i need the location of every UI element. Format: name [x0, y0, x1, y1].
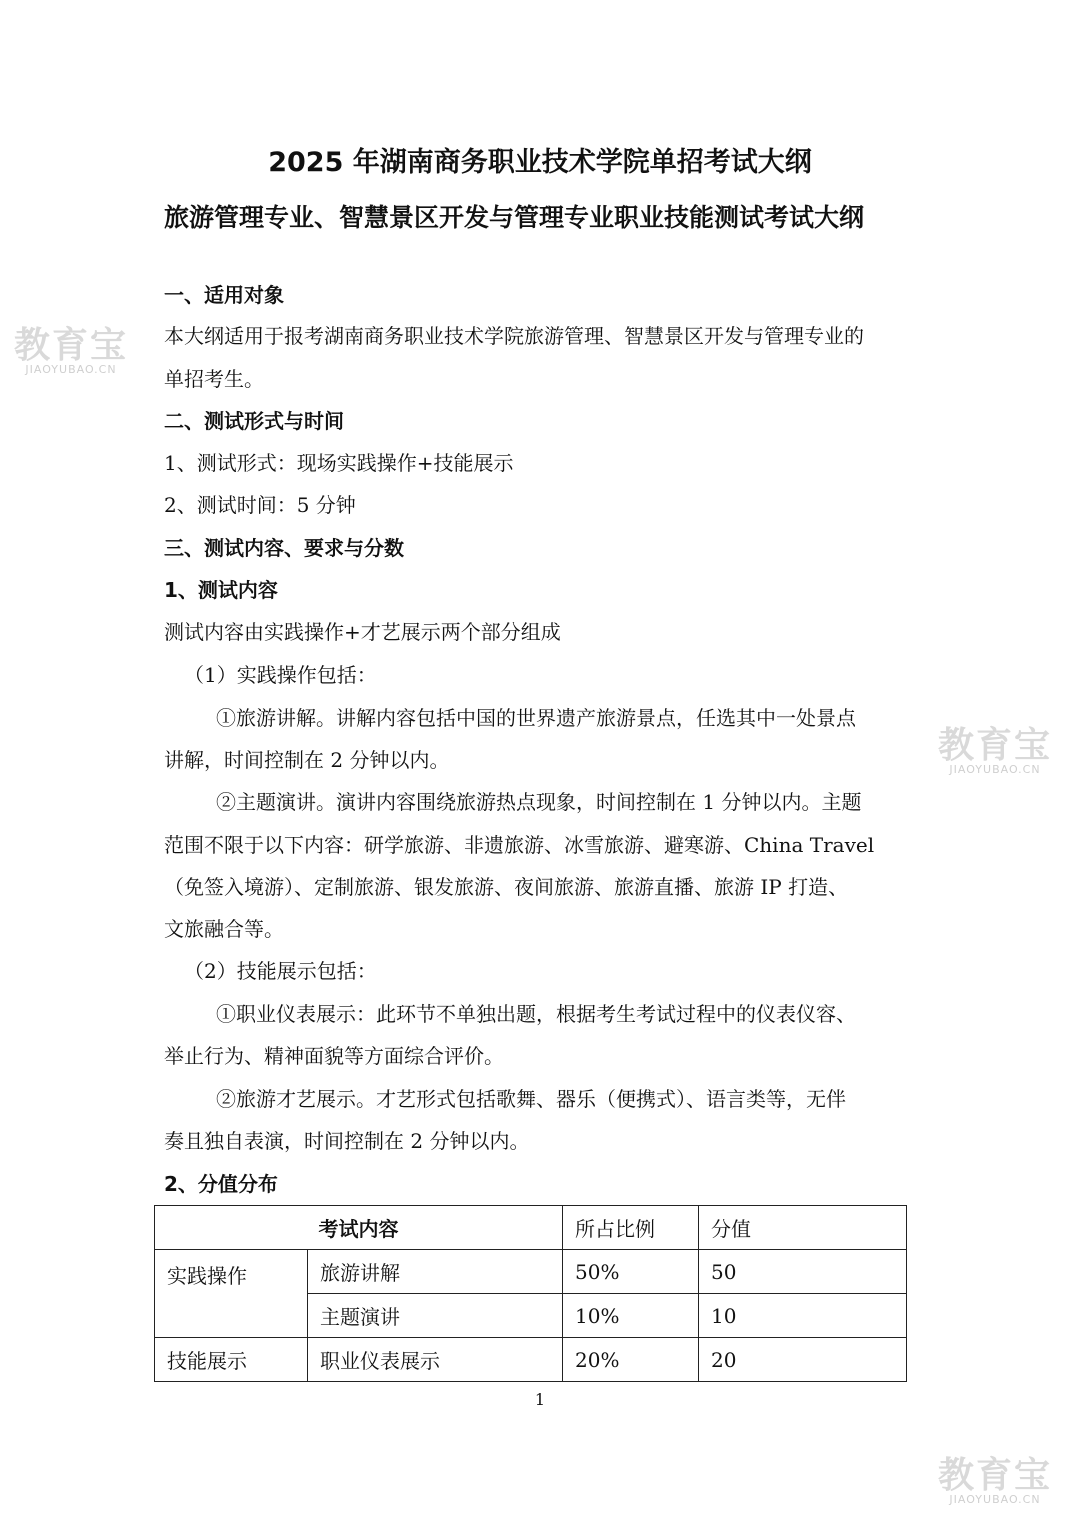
table-cell-ratio: 10% [563, 1294, 699, 1338]
page-number: 1 [534, 1390, 546, 1409]
table-header-row [155, 1206, 907, 1250]
subsection-heading: 2、分值分布 [164, 1172, 278, 1196]
watermark-brand: 教育宝 [938, 725, 1053, 766]
table-header-score: 分值 [699, 1206, 907, 1250]
paragraph: 讲解，时间控制在 2 分钟以内。 [164, 748, 450, 772]
watermark-brand: 教育宝 [938, 1455, 1053, 1496]
watermark-domain: JIAOYUBAO.CN [25, 363, 117, 376]
table-cell-group: 实践操作 [155, 1250, 308, 1338]
table-row [155, 1338, 907, 1382]
watermark-domain: JIAOYUBAO.CN [949, 1493, 1041, 1506]
paragraph: 文旅融合等。 [164, 917, 284, 941]
paragraph: ②旅游才艺展示。才艺形式包括歌舞、器乐（便携式）、语言类等，无伴 [216, 1087, 846, 1111]
paragraph: ②主题演讲。演讲内容围绕旅游热点现象，时间控制在 1 分钟以内。主题 [216, 790, 862, 814]
table-row [155, 1250, 907, 1294]
table-cell-group: 技能展示 [155, 1338, 308, 1382]
table-header-content: 考试内容 [155, 1206, 563, 1250]
list-item: （2）技能展示包括： [184, 959, 377, 983]
table-cell-score: 10 [699, 1294, 907, 1338]
table-cell-item: 主题演讲 [308, 1294, 563, 1338]
paragraph: 范围不限于以下内容：研学旅游、非遗旅游、冰雪旅游、避寒游、China Travel [164, 833, 875, 857]
table-cell-item: 旅游讲解 [308, 1250, 563, 1294]
document-title: 2025 年湖南商务职业技术学院单招考试大纲 [268, 147, 812, 178]
table-header-ratio: 所占比例 [563, 1206, 699, 1250]
table-cell-item: 职业仪表展示 [308, 1338, 563, 1382]
section-heading-3: 三、测试内容、要求与分数 [164, 536, 404, 560]
table-cell-score: 50 [699, 1250, 907, 1294]
paragraph: 奏且独自表演，时间控制在 2 分钟以内。 [164, 1129, 530, 1153]
paragraph: ①旅游讲解。讲解内容包括中国的世界遗产旅游景点，任选其中一处景点 [216, 706, 856, 730]
list-item: （1）实践操作包括： [184, 663, 377, 687]
paragraph: ①职业仪表展示：此环节不单独出题，根据考生考试过程中的仪表仪容、 [216, 1002, 856, 1026]
score-table [154, 1205, 907, 1382]
table-cell-ratio: 50% [563, 1250, 699, 1294]
section-heading-2: 二、测试形式与时间 [164, 409, 344, 433]
watermark-left [14, 325, 129, 376]
watermark-right [938, 725, 1053, 776]
table-cell-ratio: 20% [563, 1338, 699, 1382]
subsection-heading: 1、测试内容 [164, 578, 278, 602]
paragraph: 本大纲适用于报考湖南商务职业技术学院旅游管理、智慧景区开发与管理专业的 [164, 324, 864, 348]
paragraph: 测试内容由实践操作+才艺展示两个部分组成 [164, 620, 561, 644]
watermark-domain: JIAOYUBAO.CN [949, 763, 1041, 776]
list-item: 2、测试时间：5 分钟 [164, 493, 356, 517]
watermark-bottom [938, 1455, 1053, 1506]
paragraph: 单招考生。 [164, 367, 264, 391]
paragraph: （免签入境游）、定制旅游、银发旅游、夜间旅游、旅游直播、旅游 IP 打造、 [164, 875, 849, 899]
document-subtitle: 旅游管理专业、智慧景区开发与管理专业职业技能测试考试大纲 [164, 203, 865, 232]
section-heading-1: 一、适用对象 [164, 283, 284, 307]
list-item: 1、测试形式：现场实践操作+技能展示 [164, 451, 514, 475]
paragraph: 举止行为、精神面貌等方面综合评价。 [164, 1044, 504, 1068]
table-cell-score: 20 [699, 1338, 907, 1382]
watermark-brand: 教育宝 [14, 325, 129, 366]
